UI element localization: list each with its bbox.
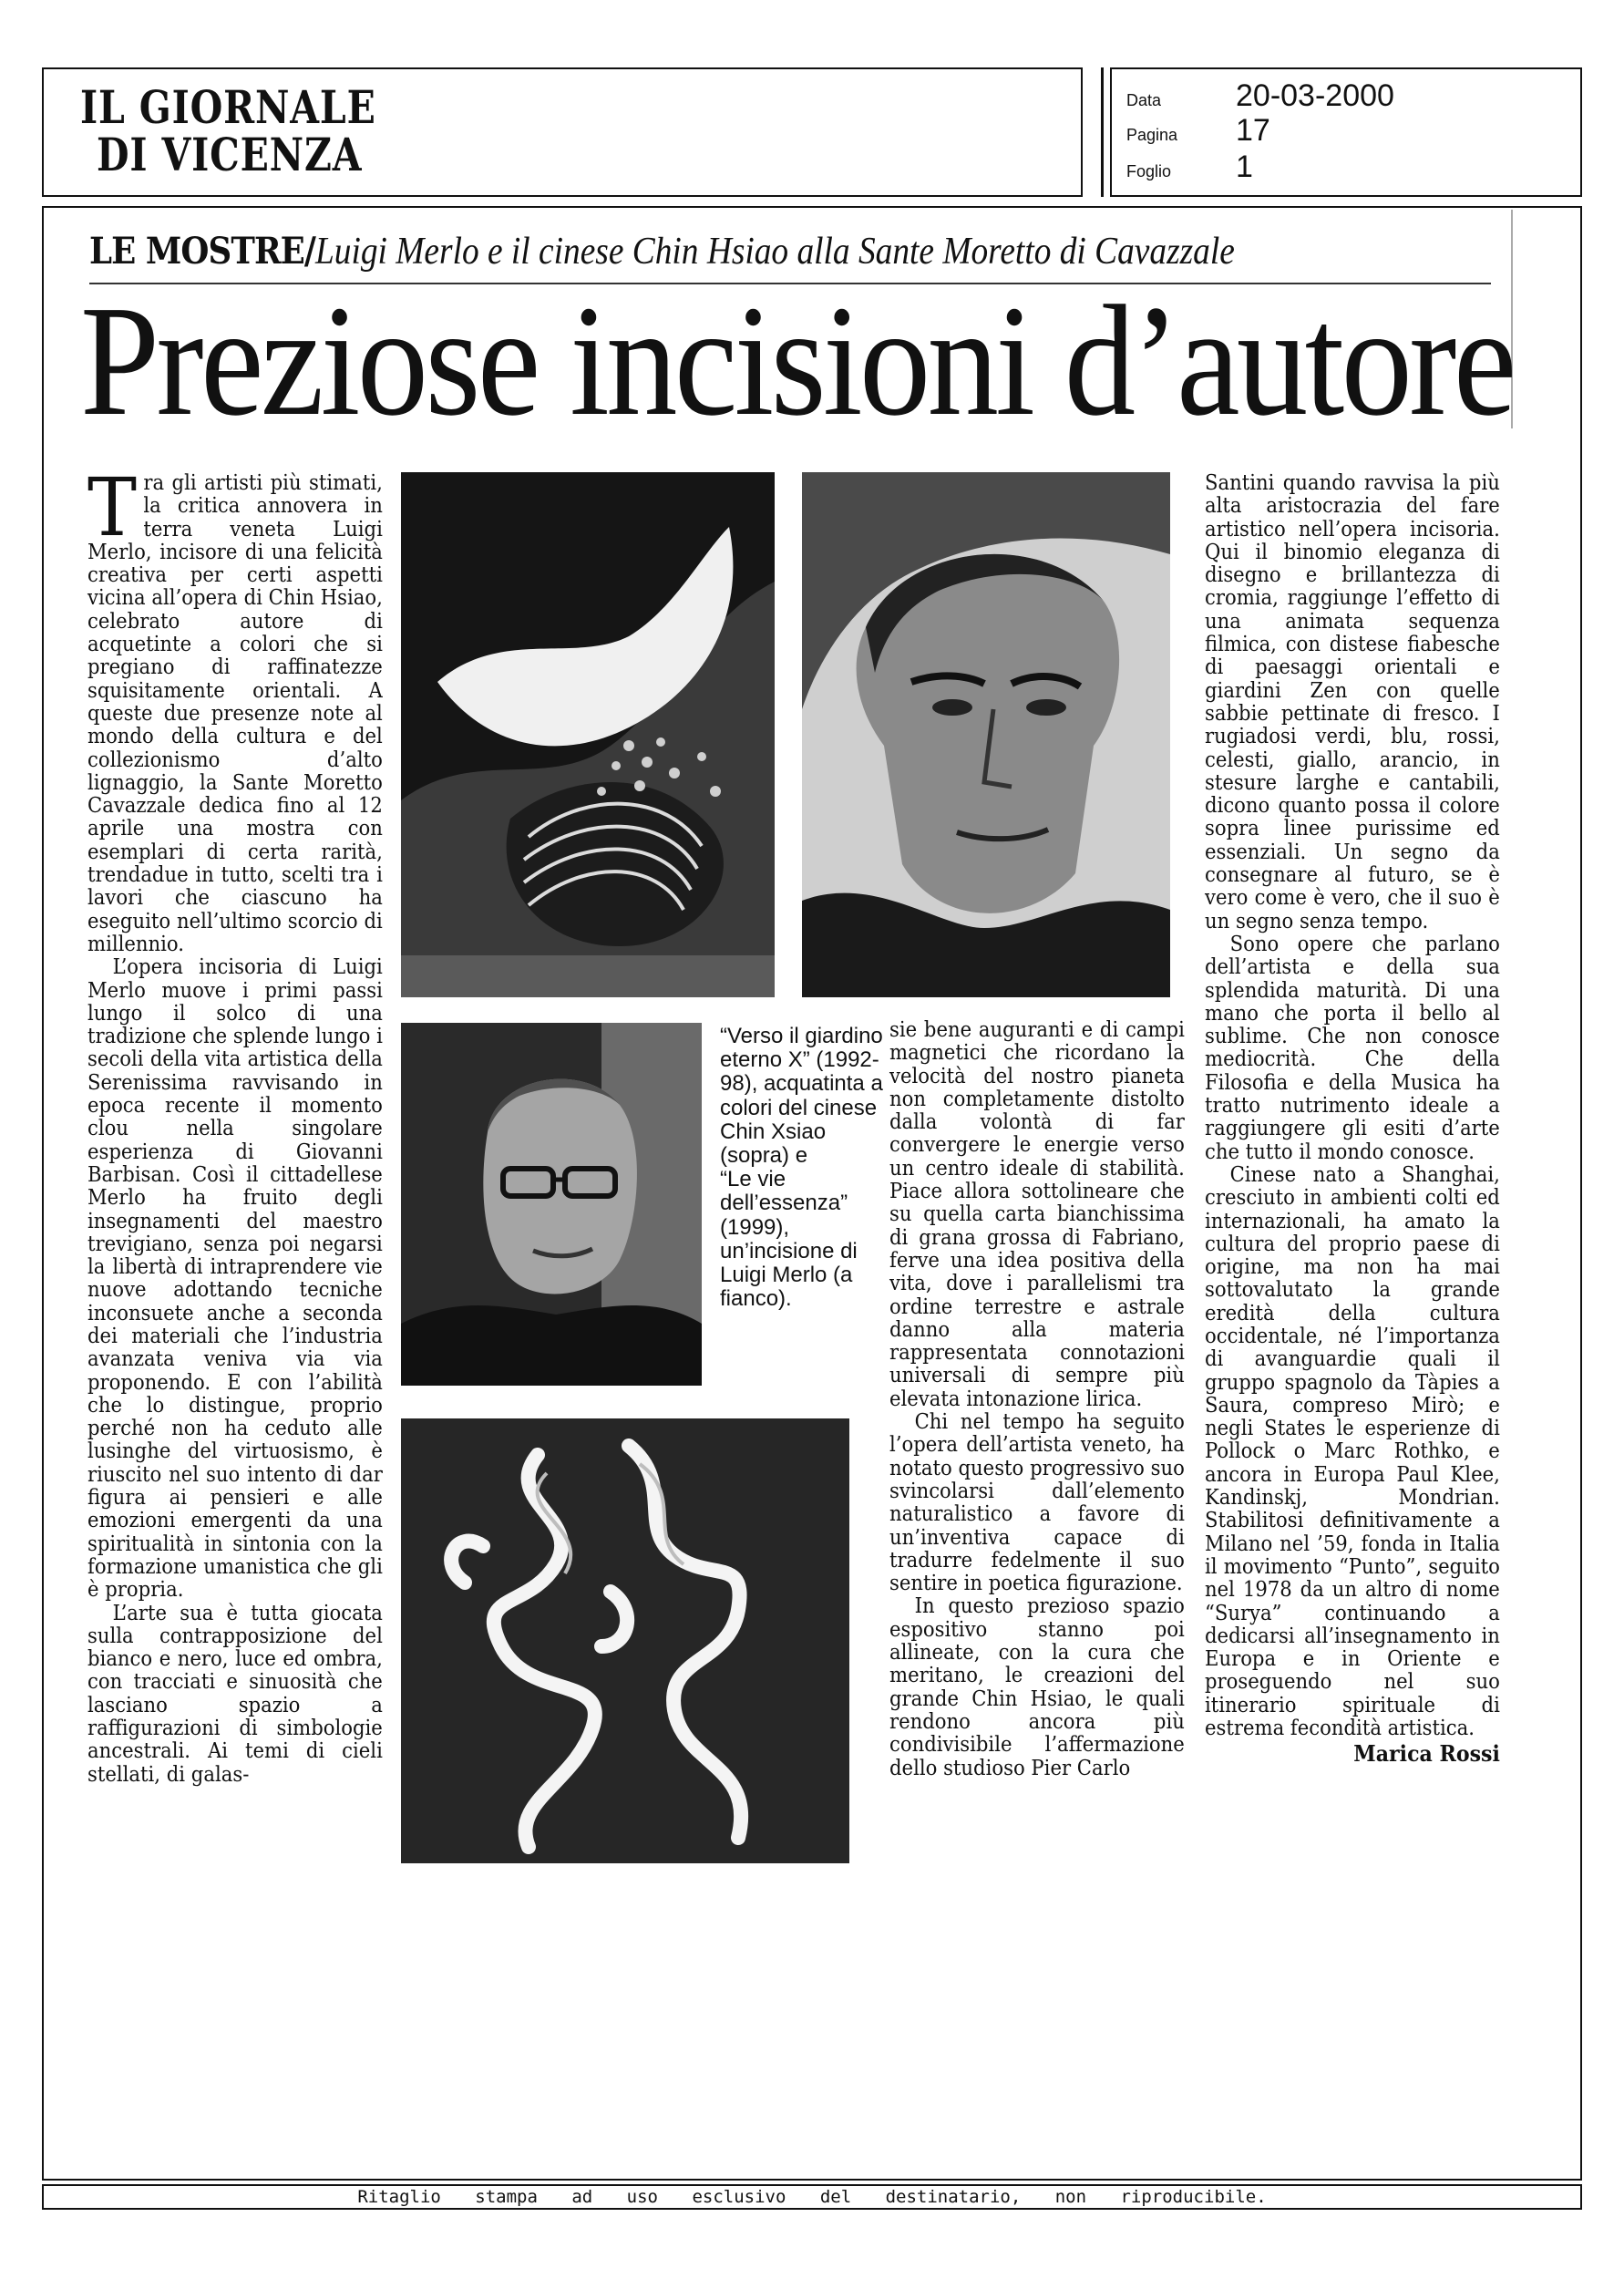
photo-chin-hsiao-portrait (802, 472, 1170, 997)
caption-part-2: “Le vie dell’essenza” (1999), un’incisione di Luigi Merlo (a fianco). (720, 1167, 858, 1312)
header-divider (1101, 67, 1104, 197)
drop-cap: T (87, 460, 138, 554)
text-column-1 (87, 460, 408, 1787)
paragraph (87, 460, 383, 956)
sheet-value: 1 (1236, 150, 1253, 184)
paragraph: sie bene auguranti e di campi magnetici che ricordano la velocità del nostro pianeta non completamente distolto dalla volontà di far convergere le energie verso un centro ideale di stabilità. Piace allora sottolineare che su quella carta bianchissima di grana grossa di Fabriano, ferve una idea positiva della vita, dove i parallelismi tra ordine terrestre e astrale danno alla materia rappresentata connotazioni universali di sempre più elevata intonazione lirica. (889, 1018, 1185, 1411)
kicker-subtitle: Luigi Merlo e il cinese Chin Hsiao alla Sante Moretto di Cavazzale (315, 231, 1235, 273)
newspaper-masthead (80, 80, 376, 181)
caption-part-1: “Verso il giardino eterno X” (1992-98), acquatinta a colori del cinese Chin Xsiao (sopra) e (720, 1024, 883, 1169)
page-row (1126, 113, 1270, 149)
photo-luigi-merlo-portrait (401, 1023, 702, 1386)
image-caption (720, 1025, 884, 1311)
artwork-chin-hsiao-image (401, 472, 775, 997)
sheet-label: Foglio (1126, 162, 1172, 180)
paragraph: In questo prezioso spazio espositivo stanno poi allineate, con la cura che meritano, le creazioni del grande Chin Hsiao, le quali rendono ancora più condivisibile l’affermazione dello studioso Pier Carlo (889, 1594, 1185, 1780)
masthead-line-2: DI VICENZA (97, 128, 363, 181)
author-signature: Marica Rossi (1353, 1740, 1500, 1768)
article-kicker (89, 230, 1235, 273)
paragraph: Cinese nato a Shanghai, cresciuto in ambienti colti ed internazionali, ha amato la cultura del proprio paese di origine, ma non ha mai sottovalutato la grande eredità della cultura occidentale, né l’importanza di avanguardie quali il gruppo spagnolo da Tàpies a Saura, compreso Mirò; e negli States le esperienze di Pollock o Marc Rothko, e ancora in Europa Paul Klee, Kandinskj, Mondrian. Stabilitosi definitivamente a Milano nel ’59, fonda in Italia il movimento “Punto”, seguito nel 1978 da un altro di nome “Surya” continuando a dedicarsi all’insegnamento in Europa e in Oriente e proseguendo nel suo itinerario spirituale di estrema fecondità artistica. (1205, 1162, 1500, 1741)
paragraph: Sono opere che parlano dell’artista e della sua splendida maturità. Di una mano che porta il bello al sublime. Che non conosce mediocrità. Che della Filosofia e della Musica ha tratto nutrimento ideale a raggiungere gli esiti d’arte che tutto il mondo conosce. (1205, 932, 1500, 1164)
footer-notice: Ritaglio stampa ad uso esclusivo del destinatario, non riproducibile. (357, 2187, 1267, 2207)
paragraph-text: ra gli artisti più stimati, la critica annovera in terra veneta Luigi Merlo, incisore di una felicità creativa per certi aspetti vicina all’opera di Chin Hsiao, celebrato autore di acquetinte a colori che si pregiano di raffinatezze squisitamente orientali. A queste due presenze note al mondo della cultura e del collezionismo d’alto lignaggio, la Sante Moretto Cavazzale dedica fino al 12 aprile una mostra con esemplari di certa rarità, trendadue in tutto, scelti tra i lavori che ciascuno ha eseguito nell’ultimo scorcio di millennio. (87, 471, 383, 956)
date-label: Data (1126, 91, 1162, 109)
date-row (1126, 78, 1394, 114)
paragraph: L’arte sua è tutta giocata sulla contrapposizione del bianco e nero, luce ed ombra, con tracciati e sinuosità che lasciano spazio a raffigurazioni di simbologie ancestrali. Ai temi di cieli stellati, di galas- (87, 1601, 383, 1787)
artwork-luigi-merlo-image (401, 1418, 849, 1863)
masthead-line-1: IL GIORNALE (80, 80, 376, 134)
paragraph: Santini quando ravvisa la più alta aristocrazia del fare artistico nell’opera incisoria. Qui il binomio eleganza di disegno e brillantezza di cromia, raggiunge l’effetto di una animata sequenza filmica, con distese fiabesche di paesaggi orientali e giardini Zen con quelle sabbie pettinate di fresco. I rugiadosi verdi, blu, rossi, celesti, giallo, arancio, in stesure larghe e cantabili, dicono quanto possa il colore sopra linee purissime ed essenziali. Un segno da consegnare al futuro, se è vero come è vero, che il suo è un segno senza tempo. (1205, 471, 1500, 933)
page-label: Pagina (1126, 126, 1178, 144)
date-value: 20-03-2000 (1236, 78, 1394, 113)
kicker-section: LE MOSTRE/ (89, 230, 316, 273)
article-headline: Preziose incisioni d’autore (80, 273, 1514, 449)
paragraph: Chi nel tempo ha seguito l’opera dell’artista veneto, ha notato questo progressivo suo svincolarsi dall’elemento naturalistico a favore di un’inventiva capace di tradurre fedelmente il suo sentire in poetica figurazione. (889, 1410, 1185, 1596)
text-column-3 (1205, 472, 1526, 1766)
page-value: 17 (1236, 113, 1270, 148)
paragraph: L’opera incisoria di Luigi Merlo muove i primi passi lungo il solco di una tradizione che splende lungo i secoli della vita artistica della Serenissima ravvisando in epoca recente il momento clou nella singolare esperienza di Giovanni Barbisan. Così il cittadellese Merlo ha fruito degli insegnamenti del maestro trevigiano, senza poi negarsi la libertà di intraprendere vie nuove adottando tecniche inconsuete anche a seconda dei materiali che l’industria avanzata veniva via via proponendo. E con l’abilità che lo distingue, proprio perché non ha ceduto alle lusinghe del virtuosismo, è riuscito nel suo intento di dar figura ai pensieri e alle emozioni emergenti da una spiritualità in sintonia con la formazione umanistica che gli è propria. (87, 955, 383, 1603)
sheet-row (1126, 150, 1253, 185)
text-column-2 (889, 1019, 1210, 1780)
